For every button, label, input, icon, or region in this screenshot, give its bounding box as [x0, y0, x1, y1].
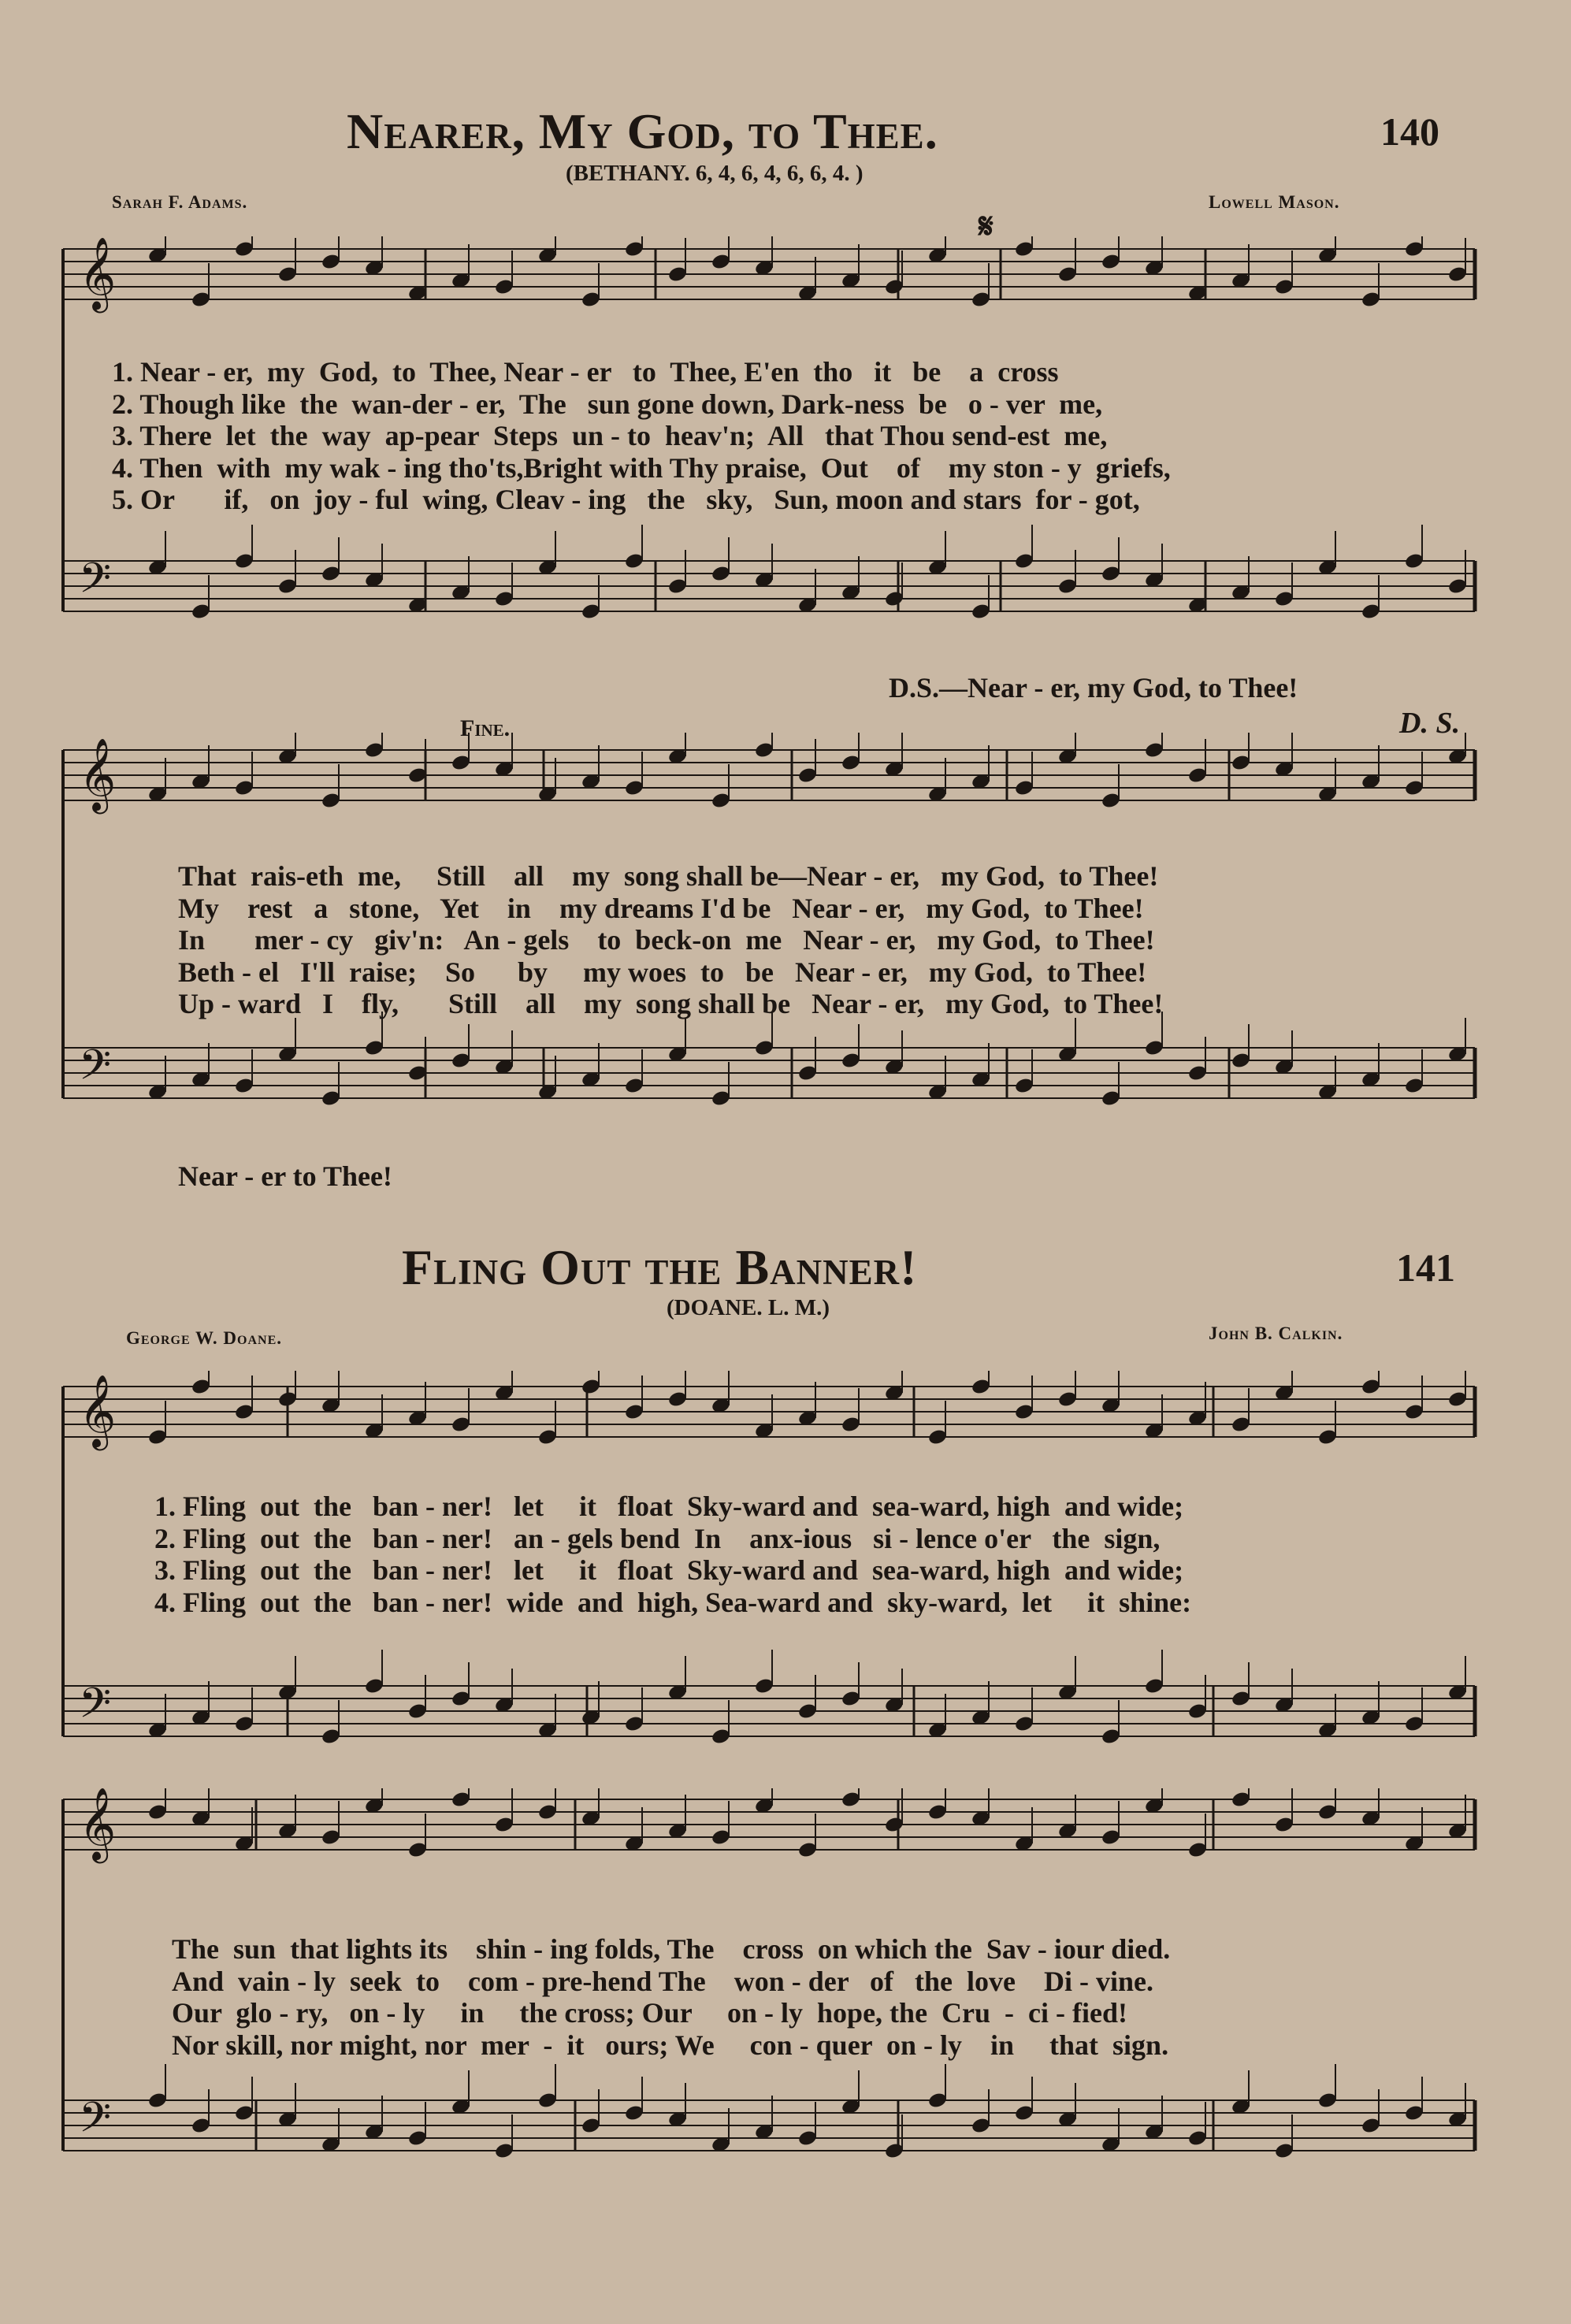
- hymn-141-verses-part-1: 1. Fling out the ban - ner! let it float Sky-ward and sea-ward, high and wide; 2. Fling out the ban - ner! an - gels bend In anx-ious si - lence o'er the sign, 3. Fling out the ban - ner! let it float Sky-ward and sea-ward, high and wide; 4. Fling out the ban - ner! wide and high, Sea-ward and sky-ward, let it shine:: [154, 1491, 1192, 1618]
- hymn-140-ds-instruction: D.S.—Near - er, my God, to Thee!: [889, 672, 1298, 704]
- treble-clef-icon: 𝄞: [79, 737, 117, 811]
- bass-staff: [63, 2064, 1475, 2159]
- hymn-141-composer: John B. Calkin.: [1209, 1323, 1343, 1343]
- hymn-141-author: George W. Doane.: [126, 1328, 282, 1348]
- treble-staff: [63, 1788, 1475, 1858]
- ds-marker: D. S.: [1399, 707, 1461, 740]
- hymn-140-composer: Lowell Mason.: [1209, 192, 1340, 212]
- bass-staff: [63, 1012, 1475, 1107]
- treble-staff: [63, 1371, 1475, 1446]
- hymn-141-verses-part-2: The sun that lights its shin - ing folds, The cross on which the Sav - iour died. And vain - ly seek to com - pre-hend The won - der of the love Di - vine. Our glo - ry, on - ly in the cross; Our on - ly hope, the Cru - ci - fied! Nor skill, nor might, nor mer - it ours; We con - quer on - ly in that sign.: [172, 1933, 1171, 2061]
- hymn-140-tune: (BETHANY. 6, 4, 6, 4, 6, 6, 4. ): [566, 161, 863, 186]
- hymn-140-verses-part-1: 1. Near - er, my God, to Thee, Near - er to Thee, E'en tho it be a cross 2. Though like the wan-der - er, The sun gone down, Dark-ness be o - ver me, 3. There let the way ap-pear Steps un - to heav'n; All that Thou send-est me, 4. Then with my wak - ing tho'ts,Bright with Thy praise, Out of my ston - y griefs, 5. Or if, on joy - ful wing, Cleav - ing the sky, Sun, moon and stars for - got,: [112, 356, 1171, 515]
- hymn-140-number: 140: [1380, 110, 1439, 154]
- treble-staff: [63, 733, 1475, 809]
- bass-clef-icon: 𝄢: [79, 1680, 112, 1738]
- treble-staff: [63, 236, 1475, 308]
- treble-clef-icon: 𝄞: [79, 1788, 117, 1860]
- hymn-140-verses-part-2: That rais-eth me, Still all my song shall be—Near - er, my God, to Thee! My rest a stone, Yet in my dreams I'd be Near - er, my God, to Thee! In mer - cy giv'n: An - gels to beck-on me Near - er, my God, to Thee! Beth - el I'll raise; So by my woes to be Near - er, my God, to Thee! Up - ward I fly, Still all my song shall be Near - er, my God, to Thee!: [178, 860, 1164, 1019]
- hymn-141-number: 141: [1396, 1246, 1455, 1290]
- bass-clef-icon: 𝄢: [79, 1041, 112, 1100]
- hymn-141-title: Fling Out the Banner!: [402, 1239, 918, 1295]
- hymn-140-title: Nearer, My God, to Thee.: [347, 103, 938, 159]
- bass-clef-icon: 𝄢: [79, 555, 112, 613]
- fine-marker: Fine.: [460, 715, 511, 741]
- hymn-140-author: Sarah F. Adams.: [112, 192, 248, 212]
- treble-clef-icon: 𝄞: [79, 236, 117, 310]
- hymn-140-coda-lyric: Near - er to Thee!: [178, 1160, 392, 1192]
- segno-icon: 𝄋: [979, 207, 993, 246]
- treble-clef-icon: 𝄞: [79, 1374, 117, 1447]
- bass-clef-icon: 𝄢: [79, 2094, 112, 2152]
- bass-staff: [63, 525, 1475, 620]
- hymn-141-tune: (DOANE. L. M.): [667, 1295, 830, 1320]
- bass-staff: [63, 1650, 1475, 1745]
